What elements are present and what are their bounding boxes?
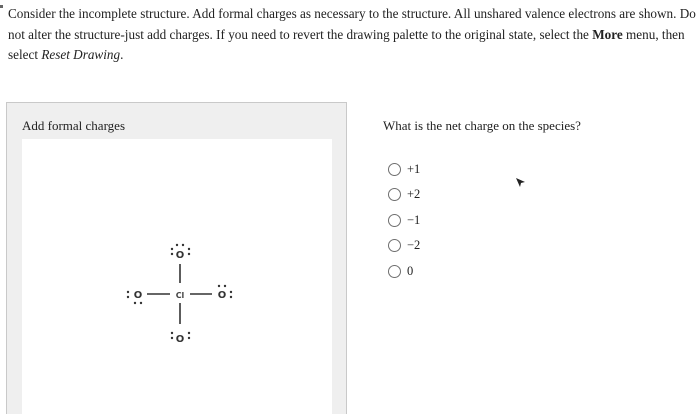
lone-pair-dot [171,253,173,255]
lone-pair-dot [188,337,190,339]
oxygen-right-symbol: O [217,290,227,301]
oxygen-left-symbol: O [133,290,143,301]
lone-pair-dot [134,302,136,304]
lone-pair-dot [188,332,190,334]
lone-pair-dot [182,244,184,246]
radio-button[interactable] [388,265,401,278]
lone-pair-dot [230,296,232,298]
lone-pair-dot [127,296,129,298]
option-minus-1[interactable] [388,213,420,228]
oxygen-top-symbol: O [175,250,185,261]
radio-button[interactable] [388,163,401,176]
lone-pair-dot [224,285,226,287]
lone-pair-dot [188,248,190,250]
lone-pair-dot [171,248,173,250]
oxygen-right[interactable] [218,285,232,301]
lone-pair-dot [171,337,173,339]
option-plus-2[interactable] [388,187,420,202]
option-zero[interactable] [388,264,413,279]
oxygen-top[interactable] [171,244,190,261]
instructions-text-1: Consider the incomplete structure. Add formal charges as necessary to the structure. All unshared valence electrons are shown. Do not alter the structure-just add charges. If you need to revert the drawing palette to the original state, select the [8,6,696,42]
lone-pair-dot [176,244,178,246]
oxygen-left[interactable] [127,290,142,304]
lone-pair-dot [140,302,142,304]
net-charge-question: What is the net charge on the species? [383,118,581,133]
instructions-text-2: menu, then select [8,26,685,62]
lone-pair-dot [171,332,173,334]
radio-button[interactable] [388,239,401,252]
option-minus-2[interactable] [388,238,420,253]
drawing-panel-label: Add formal charges [22,118,126,133]
lone-pair-dot [230,291,232,293]
oxygen-bottom-symbol: O [175,334,185,345]
radio-button[interactable] [388,214,401,227]
option-label: 0 [407,264,414,278]
instructions-reset-drawing: Reset Drawing [41,47,121,62]
option-label: +1 [407,162,421,176]
option-label: −2 [407,238,421,252]
chlorine-center-symbol[interactable]: Cl [175,291,185,300]
instructions-more-menu: More [592,26,623,42]
option-label: −1 [407,213,421,227]
lone-pair-dot [127,291,129,293]
instructions-text-3: . [120,47,124,62]
mouse-pointer-icon [515,177,527,189]
lone-pair-dot [218,285,220,287]
oxygen-bottom[interactable] [171,332,190,345]
option-plus-1[interactable] [388,162,420,177]
option-label: +2 [407,187,421,201]
radio-button[interactable] [388,188,401,201]
lone-pair-dot [188,253,190,255]
